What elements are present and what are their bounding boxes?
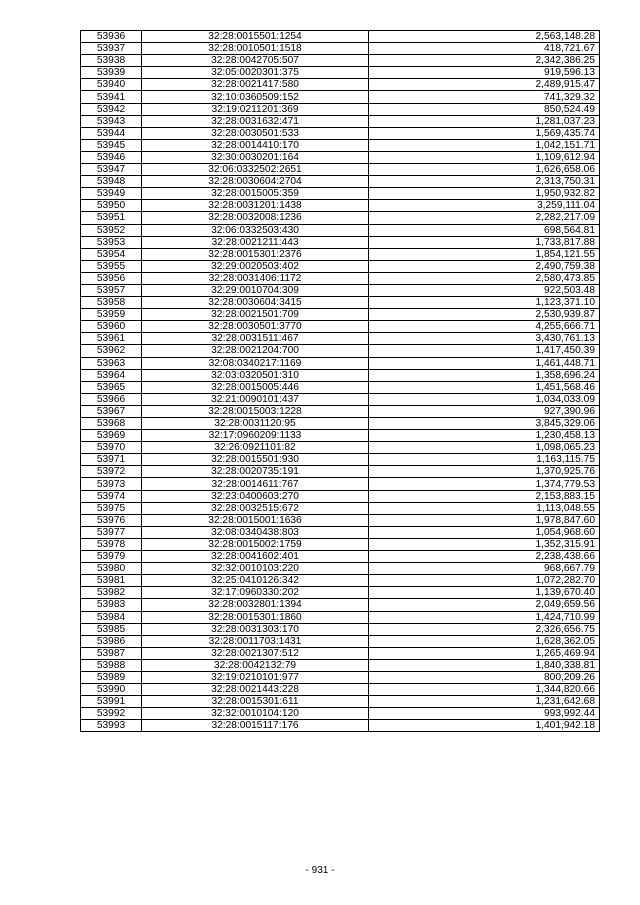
row-number-cell: 53973 bbox=[81, 478, 142, 490]
table-row bbox=[81, 139, 600, 151]
cadastral-number-cell: 32:28:0032801:1394 bbox=[142, 599, 369, 611]
row-number-cell: 53986 bbox=[81, 635, 142, 647]
table-row bbox=[81, 538, 600, 550]
value-cell: 1,840,338.81 bbox=[369, 659, 600, 671]
table-row bbox=[81, 599, 600, 611]
row-number-cell: 53983 bbox=[81, 599, 142, 611]
table-body bbox=[81, 31, 600, 732]
table-row bbox=[81, 623, 600, 635]
row-number-cell: 53957 bbox=[81, 284, 142, 296]
row-number-cell: 53939 bbox=[81, 67, 142, 79]
row-number-cell: 53955 bbox=[81, 260, 142, 272]
table-row bbox=[81, 563, 600, 575]
cadastral-number-cell: 32:05:0020301:375 bbox=[142, 67, 369, 79]
cadastral-number-cell: 32:28:0031406:1172 bbox=[142, 272, 369, 284]
table-row bbox=[81, 442, 600, 454]
cadastral-number-cell: 32:28:0030501:3770 bbox=[142, 321, 369, 333]
cadastral-number-cell: 32:28:0015005:446 bbox=[142, 381, 369, 393]
table-row bbox=[81, 647, 600, 659]
table-row bbox=[81, 115, 600, 127]
table-row bbox=[81, 224, 600, 236]
value-cell: 1,370,925.76 bbox=[369, 466, 600, 478]
cadastral-number-cell: 32:28:0015002:1759 bbox=[142, 538, 369, 550]
value-cell: 1,978,847.60 bbox=[369, 514, 600, 526]
value-cell: 1,098,065.23 bbox=[369, 442, 600, 454]
table-row bbox=[81, 671, 600, 683]
cadastral-number-cell: 32:28:0042132:79 bbox=[142, 659, 369, 671]
cadastral-number-cell: 32:28:0030501:533 bbox=[142, 127, 369, 139]
cadastral-value-table bbox=[80, 30, 600, 732]
table-row bbox=[81, 297, 600, 309]
row-number-cell: 53938 bbox=[81, 55, 142, 67]
row-number-cell: 53981 bbox=[81, 575, 142, 587]
table-row bbox=[81, 430, 600, 442]
value-cell: 3,259,111.04 bbox=[369, 200, 600, 212]
cadastral-number-cell: 32:28:0021417:580 bbox=[142, 79, 369, 91]
row-number-cell: 53948 bbox=[81, 176, 142, 188]
value-cell: 1,109,612.94 bbox=[369, 151, 600, 163]
table-row bbox=[81, 103, 600, 115]
table-row bbox=[81, 466, 600, 478]
value-cell: 1,626,658.06 bbox=[369, 164, 600, 176]
value-cell: 1,072,282.70 bbox=[369, 575, 600, 587]
table-row bbox=[81, 333, 600, 345]
row-number-cell: 53976 bbox=[81, 514, 142, 526]
value-cell: 993,992.44 bbox=[369, 708, 600, 720]
cadastral-number-cell: 32:28:0015301:1860 bbox=[142, 611, 369, 623]
cadastral-number-cell: 32:08:0340217:1169 bbox=[142, 357, 369, 369]
cadastral-number-cell: 32:29:0010704:309 bbox=[142, 284, 369, 296]
row-number-cell: 53966 bbox=[81, 393, 142, 405]
table-row bbox=[81, 684, 600, 696]
table-row bbox=[81, 490, 600, 502]
table-row bbox=[81, 551, 600, 563]
value-cell: 1,417,450.39 bbox=[369, 345, 600, 357]
cadastral-number-cell: 32:26:0921101:82 bbox=[142, 442, 369, 454]
cadastral-number-cell: 32:28:0021307:512 bbox=[142, 647, 369, 659]
cadastral-number-cell: 32:28:0032008:1236 bbox=[142, 212, 369, 224]
table-row bbox=[81, 127, 600, 139]
value-cell: 1,374,779.53 bbox=[369, 478, 600, 490]
row-number-cell: 53977 bbox=[81, 526, 142, 538]
row-number-cell: 53962 bbox=[81, 345, 142, 357]
table-row bbox=[81, 79, 600, 91]
value-cell: 2,238,438.66 bbox=[369, 551, 600, 563]
row-number-cell: 53991 bbox=[81, 696, 142, 708]
row-number-cell: 53975 bbox=[81, 502, 142, 514]
row-number-cell: 53979 bbox=[81, 551, 142, 563]
table-row bbox=[81, 31, 600, 43]
value-cell: 1,113,048.55 bbox=[369, 502, 600, 514]
cadastral-number-cell: 32:28:0032515:672 bbox=[142, 502, 369, 514]
value-cell: 922,503.48 bbox=[369, 284, 600, 296]
row-number-cell: 53992 bbox=[81, 708, 142, 720]
row-number-cell: 53961 bbox=[81, 333, 142, 345]
row-number-cell: 53968 bbox=[81, 418, 142, 430]
cadastral-number-cell: 32:19:0211201:369 bbox=[142, 103, 369, 115]
cadastral-number-cell: 32:28:0042705:507 bbox=[142, 55, 369, 67]
cadastral-number-cell: 32:28:0021211:443 bbox=[142, 236, 369, 248]
table-row bbox=[81, 381, 600, 393]
value-cell: 1,042,151.71 bbox=[369, 139, 600, 151]
row-number-cell: 53946 bbox=[81, 151, 142, 163]
row-number-cell: 53978 bbox=[81, 538, 142, 550]
row-number-cell: 53987 bbox=[81, 647, 142, 659]
table-row bbox=[81, 357, 600, 369]
value-cell: 2,326,656.75 bbox=[369, 623, 600, 635]
row-number-cell: 53964 bbox=[81, 369, 142, 381]
value-cell: 1,265,469.94 bbox=[369, 647, 600, 659]
row-number-cell: 53947 bbox=[81, 164, 142, 176]
cadastral-number-cell: 32:28:0041602:401 bbox=[142, 551, 369, 563]
table-row bbox=[81, 369, 600, 381]
cadastral-number-cell: 32:28:0015003:1228 bbox=[142, 405, 369, 417]
cadastral-number-cell: 32:28:0015001:1636 bbox=[142, 514, 369, 526]
row-number-cell: 53971 bbox=[81, 454, 142, 466]
table-row bbox=[81, 526, 600, 538]
value-cell: 2,049,659.56 bbox=[369, 599, 600, 611]
table-row bbox=[81, 720, 600, 732]
cadastral-number-cell: 32:28:0031632:471 bbox=[142, 115, 369, 127]
row-number-cell: 53954 bbox=[81, 248, 142, 260]
table-row bbox=[81, 248, 600, 260]
cadastral-number-cell: 32:17:0960209:1133 bbox=[142, 430, 369, 442]
table-row bbox=[81, 708, 600, 720]
value-cell: 2,490,759.38 bbox=[369, 260, 600, 272]
table-row bbox=[81, 236, 600, 248]
value-cell: 850,524.49 bbox=[369, 103, 600, 115]
table-row bbox=[81, 91, 600, 103]
value-cell: 968,667.79 bbox=[369, 563, 600, 575]
table-row bbox=[81, 188, 600, 200]
row-number-cell: 53949 bbox=[81, 188, 142, 200]
value-cell: 1,281,037.23 bbox=[369, 115, 600, 127]
row-number-cell: 53945 bbox=[81, 139, 142, 151]
cadastral-number-cell: 32:28:0031303:170 bbox=[142, 623, 369, 635]
cadastral-number-cell: 32:28:0015005:359 bbox=[142, 188, 369, 200]
cadastral-number-cell: 32:28:0015501:1254 bbox=[142, 31, 369, 43]
value-cell: 2,282,217.09 bbox=[369, 212, 600, 224]
cadastral-number-cell: 32:28:0015301:2376 bbox=[142, 248, 369, 260]
cadastral-number-cell: 32:28:0031120:95 bbox=[142, 418, 369, 430]
value-cell: 1,628,362.05 bbox=[369, 635, 600, 647]
cadastral-number-cell: 32:10:0360509:152 bbox=[142, 91, 369, 103]
cadastral-number-cell: 32:28:0021443:228 bbox=[142, 684, 369, 696]
value-cell: 1,034,033.09 bbox=[369, 393, 600, 405]
cadastral-number-cell: 32:28:0020735:191 bbox=[142, 466, 369, 478]
table-row bbox=[81, 272, 600, 284]
value-cell: 1,054,968.60 bbox=[369, 526, 600, 538]
value-cell: 1,461,448.71 bbox=[369, 357, 600, 369]
value-cell: 1,424,710.99 bbox=[369, 611, 600, 623]
row-number-cell: 53958 bbox=[81, 297, 142, 309]
value-cell: 3,430,761.13 bbox=[369, 333, 600, 345]
row-number-cell: 53993 bbox=[81, 720, 142, 732]
row-number-cell: 53943 bbox=[81, 115, 142, 127]
table-row bbox=[81, 611, 600, 623]
table-row bbox=[81, 309, 600, 321]
row-number-cell: 53960 bbox=[81, 321, 142, 333]
row-number-cell: 53950 bbox=[81, 200, 142, 212]
cadastral-number-cell: 32:06:0332503:430 bbox=[142, 224, 369, 236]
cadastral-number-cell: 32:28:0015301:611 bbox=[142, 696, 369, 708]
value-cell: 1,344,820.66 bbox=[369, 684, 600, 696]
value-cell: 1,451,568.46 bbox=[369, 381, 600, 393]
value-cell: 1,230,458.13 bbox=[369, 430, 600, 442]
row-number-cell: 53972 bbox=[81, 466, 142, 478]
cadastral-number-cell: 32:28:0011703:1431 bbox=[142, 635, 369, 647]
table-row bbox=[81, 659, 600, 671]
row-number-cell: 53969 bbox=[81, 430, 142, 442]
table-row bbox=[81, 260, 600, 272]
value-cell: 2,563,148.28 bbox=[369, 31, 600, 43]
cadastral-number-cell: 32:30:0030201:164 bbox=[142, 151, 369, 163]
row-number-cell: 53944 bbox=[81, 127, 142, 139]
table-row bbox=[81, 393, 600, 405]
table-row bbox=[81, 67, 600, 79]
table-row bbox=[81, 502, 600, 514]
table-row bbox=[81, 212, 600, 224]
row-number-cell: 53953 bbox=[81, 236, 142, 248]
value-cell: 1,352,315.91 bbox=[369, 538, 600, 550]
table-row bbox=[81, 200, 600, 212]
cadastral-number-cell: 32:28:0031511:467 bbox=[142, 333, 369, 345]
value-cell: 1,401,942.18 bbox=[369, 720, 600, 732]
table-row bbox=[81, 696, 600, 708]
row-number-cell: 53963 bbox=[81, 357, 142, 369]
value-cell: 800,209.26 bbox=[369, 671, 600, 683]
cadastral-number-cell: 32:32:0010104:120 bbox=[142, 708, 369, 720]
row-number-cell: 53959 bbox=[81, 309, 142, 321]
table-row bbox=[81, 418, 600, 430]
cadastral-number-cell: 32:25:0410126:342 bbox=[142, 575, 369, 587]
value-cell: 919,596.13 bbox=[369, 67, 600, 79]
cadastral-number-cell: 32:23:0400603:270 bbox=[142, 490, 369, 502]
row-number-cell: 53941 bbox=[81, 91, 142, 103]
value-cell: 698,564.81 bbox=[369, 224, 600, 236]
cadastral-number-cell: 32:28:0015117:176 bbox=[142, 720, 369, 732]
row-number-cell: 53984 bbox=[81, 611, 142, 623]
table-row bbox=[81, 164, 600, 176]
row-number-cell: 53942 bbox=[81, 103, 142, 115]
cadastral-number-cell: 32:28:0014410:170 bbox=[142, 139, 369, 151]
value-cell: 2,530,939.87 bbox=[369, 309, 600, 321]
cadastral-number-cell: 32:28:0010501:1518 bbox=[142, 43, 369, 55]
cadastral-number-cell: 32:28:0015501:930 bbox=[142, 454, 369, 466]
cadastral-number-cell: 32:28:0031201:1438 bbox=[142, 200, 369, 212]
cadastral-number-cell: 32:08:0340438:803 bbox=[142, 526, 369, 538]
table-row bbox=[81, 151, 600, 163]
value-cell: 1,163,115.75 bbox=[369, 454, 600, 466]
row-number-cell: 53982 bbox=[81, 587, 142, 599]
row-number-cell: 53940 bbox=[81, 79, 142, 91]
cadastral-number-cell: 32:28:0030604:3415 bbox=[142, 297, 369, 309]
cadastral-number-cell: 32:03:0320501:310 bbox=[142, 369, 369, 381]
cadastral-number-cell: 32:32:0010103:220 bbox=[142, 563, 369, 575]
value-cell: 2,342,386.25 bbox=[369, 55, 600, 67]
row-number-cell: 53937 bbox=[81, 43, 142, 55]
row-number-cell: 53936 bbox=[81, 31, 142, 43]
table-row bbox=[81, 575, 600, 587]
value-cell: 1,139,670.40 bbox=[369, 587, 600, 599]
row-number-cell: 53952 bbox=[81, 224, 142, 236]
value-cell: 2,580,473.85 bbox=[369, 272, 600, 284]
cadastral-number-cell: 32:06:0332502:2651 bbox=[142, 164, 369, 176]
value-cell: 1,950,932.82 bbox=[369, 188, 600, 200]
value-cell: 1,231,642.68 bbox=[369, 696, 600, 708]
value-cell: 418,721.67 bbox=[369, 43, 600, 55]
cadastral-number-cell: 32:28:0021501:709 bbox=[142, 309, 369, 321]
cadastral-number-cell: 32:28:0021204:700 bbox=[142, 345, 369, 357]
table-row bbox=[81, 587, 600, 599]
cadastral-number-cell: 32:19:0210101:977 bbox=[142, 671, 369, 683]
value-cell: 3,845,329.06 bbox=[369, 418, 600, 430]
table-row bbox=[81, 405, 600, 417]
value-cell: 741,329.32 bbox=[369, 91, 600, 103]
table-row bbox=[81, 345, 600, 357]
row-number-cell: 53956 bbox=[81, 272, 142, 284]
row-number-cell: 53990 bbox=[81, 684, 142, 696]
value-cell: 1,854,121.55 bbox=[369, 248, 600, 260]
row-number-cell: 53974 bbox=[81, 490, 142, 502]
row-number-cell: 53965 bbox=[81, 381, 142, 393]
table-row bbox=[81, 176, 600, 188]
table-row bbox=[81, 284, 600, 296]
value-cell: 1,358,696.24 bbox=[369, 369, 600, 381]
table-row bbox=[81, 55, 600, 67]
value-cell: 1,733,817.88 bbox=[369, 236, 600, 248]
cadastral-number-cell: 32:28:0014611:767 bbox=[142, 478, 369, 490]
value-cell: 2,489,915.47 bbox=[369, 79, 600, 91]
value-cell: 4,255,666.71 bbox=[369, 321, 600, 333]
row-number-cell: 53988 bbox=[81, 659, 142, 671]
row-number-cell: 53985 bbox=[81, 623, 142, 635]
table-row bbox=[81, 635, 600, 647]
row-number-cell: 53989 bbox=[81, 671, 142, 683]
table-row bbox=[81, 321, 600, 333]
row-number-cell: 53970 bbox=[81, 442, 142, 454]
row-number-cell: 53951 bbox=[81, 212, 142, 224]
cadastral-number-cell: 32:29:0020503:402 bbox=[142, 260, 369, 272]
value-cell: 1,123,371.10 bbox=[369, 297, 600, 309]
cadastral-number-cell: 32:17:0960330:202 bbox=[142, 587, 369, 599]
value-cell: 2,153,883.15 bbox=[369, 490, 600, 502]
page-number: - 931 - bbox=[305, 865, 335, 876]
value-cell: 927,390.96 bbox=[369, 405, 600, 417]
row-number-cell: 53967 bbox=[81, 405, 142, 417]
cadastral-number-cell: 32:21:0090101:437 bbox=[142, 393, 369, 405]
table-row bbox=[81, 478, 600, 490]
value-cell: 1,569,435.74 bbox=[369, 127, 600, 139]
cadastral-number-cell: 32:28:0030604:2704 bbox=[142, 176, 369, 188]
table-row bbox=[81, 43, 600, 55]
row-number-cell: 53980 bbox=[81, 563, 142, 575]
value-cell: 2,313,750.31 bbox=[369, 176, 600, 188]
table-row bbox=[81, 454, 600, 466]
table-row bbox=[81, 514, 600, 526]
